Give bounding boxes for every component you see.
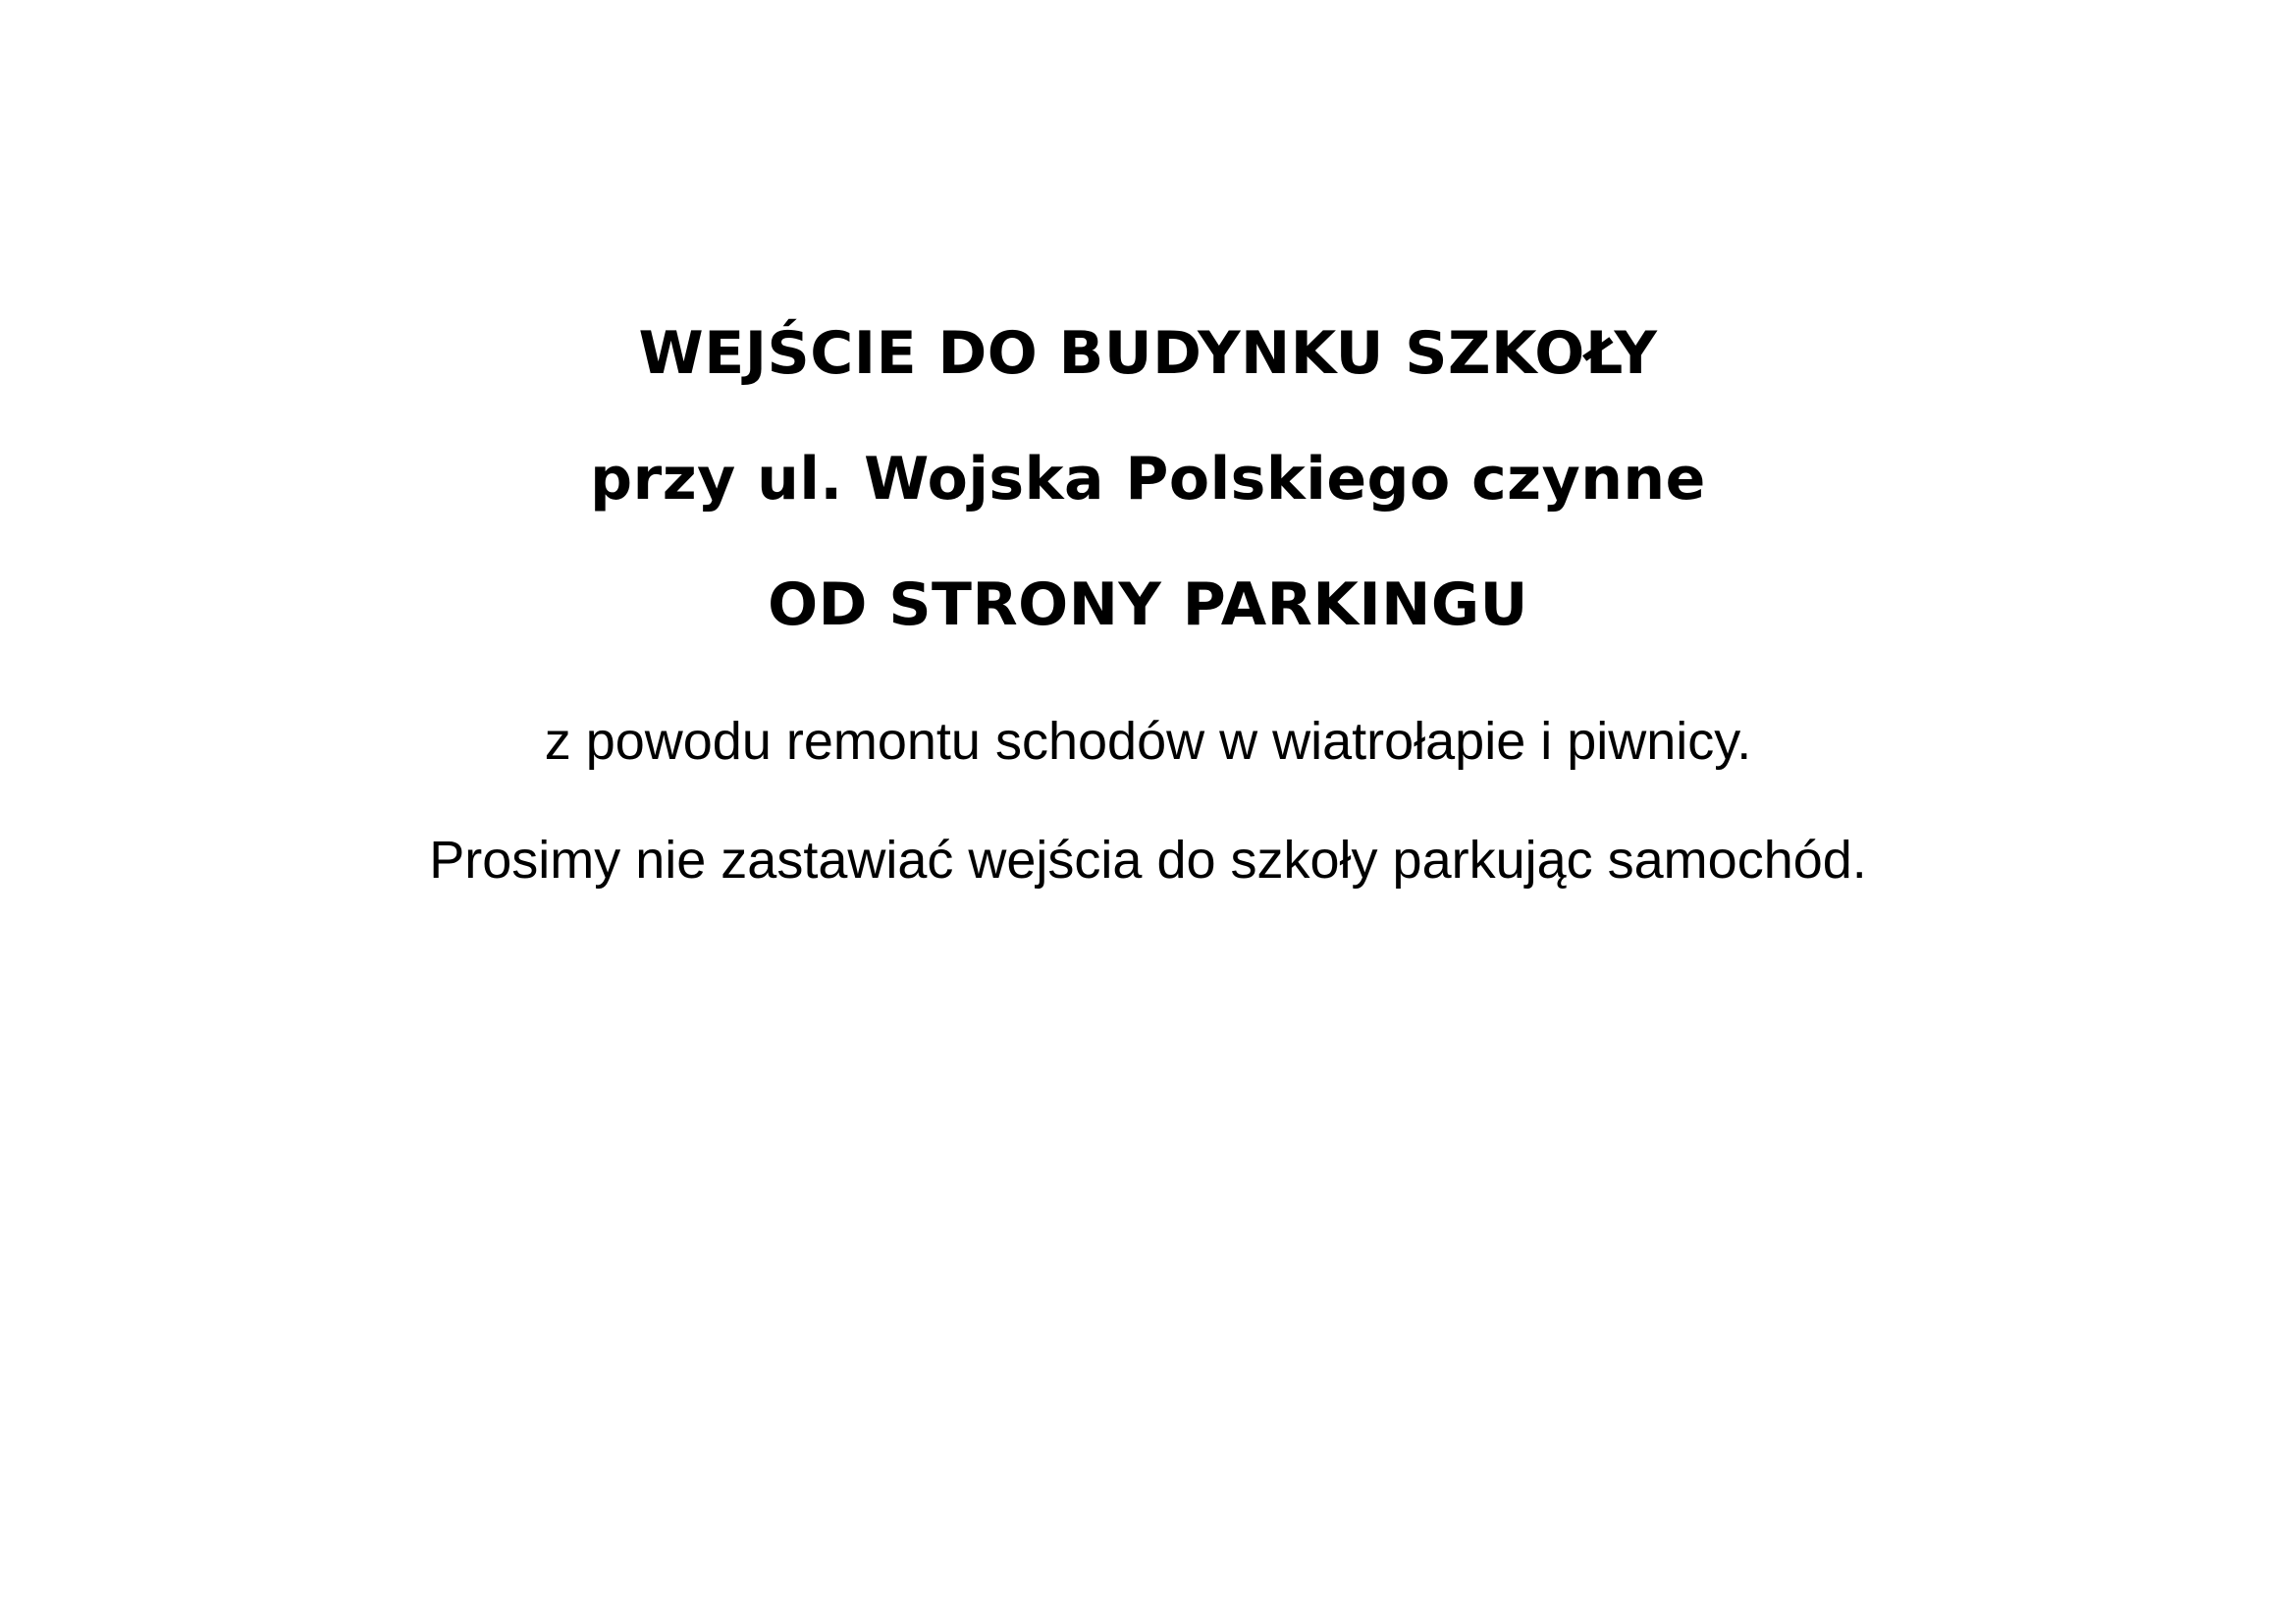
heading-line-3: OD STRONY PARKINGU <box>768 570 1528 639</box>
heading-line-1: WEJŚCIE DO BUDYNKU SZKOŁY <box>638 319 1658 388</box>
body-line-2: Prosimy nie zastawiać wejścia do szkoły parkując samochód. <box>429 831 1867 891</box>
body-line-1: z powodu remontu schodów w wiatrołapie i piwnicy. <box>544 712 1752 771</box>
heading-line-2: przy ul. Wojska Polskiego czynne <box>590 445 1706 514</box>
